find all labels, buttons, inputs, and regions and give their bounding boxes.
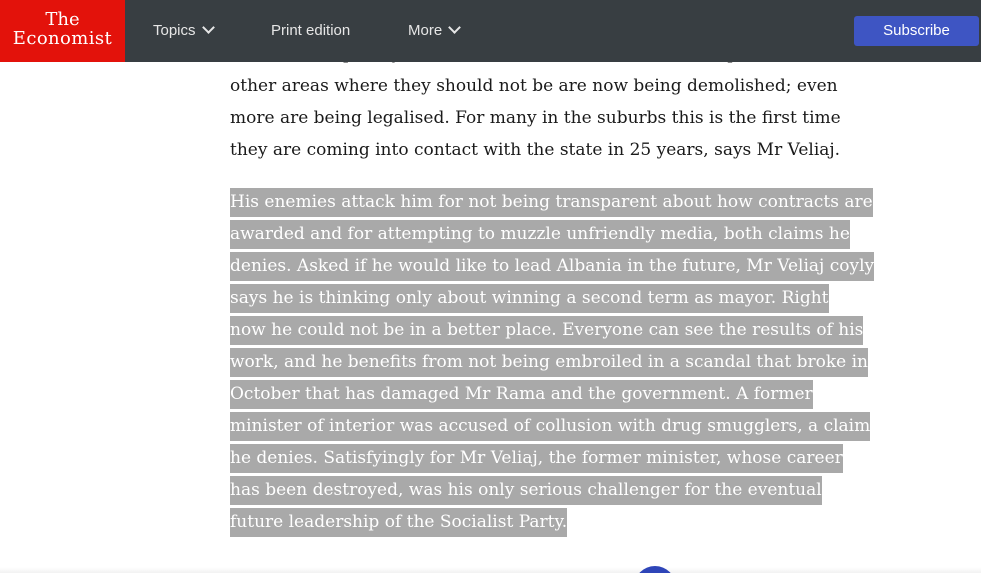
selected-line[interactable]: now he could not be in a better place. Everyone can see the results of his [230,316,863,345]
selected-line[interactable]: has been destroyed, was his only serious challenger for the eventual [230,476,822,505]
selected-line[interactable]: His enemies attack him for not being transparent about how contracts are [230,188,873,217]
selected-line[interactable]: he denies. Satisfyingly for Mr Veliaj, the former minister, whose career [230,444,843,473]
selected-line[interactable]: future leadership of the Socialist Party. [230,508,567,537]
top-navigation-bar [0,0,981,62]
paragraph-line: more are being legalised. For many in the suburbs this is the first time [230,108,841,128]
nav-print-edition-label: Print edition [271,22,351,39]
logo-text-economist: Economist [12,28,113,49]
nav-print-edition[interactable] [271,20,350,42]
nav-more-label: More [408,22,443,39]
selected-line[interactable]: work, and he benefits from not being embroiled in a scandal that broke in [230,348,868,377]
selected-line[interactable]: says he is thinking only about winning a second term as mayor. Right [230,284,829,313]
selected-line[interactable]: minister of interior was accused of collusion with drug smugglers, a claim [230,412,870,441]
selected-line[interactable]: denies. Asked if he would like to lead Albania in the future, Mr Veliaj coyly [230,252,874,281]
bottom-scroll-fade [0,567,981,573]
economist-logo[interactable] [0,0,125,62]
nav-topics[interactable] [153,20,213,42]
chevron-down-icon [202,21,215,34]
selected-paragraph[interactable] [230,186,875,538]
chevron-down-icon [448,21,461,34]
selected-line[interactable]: October that has damaged Mr Rama and the government. A former [230,380,813,409]
article-body [230,38,875,538]
nav-more[interactable] [408,20,459,42]
paragraph-line: other areas where they should not be are now being demolished; even [230,76,838,96]
logo-text-the: The [45,9,80,30]
paragraph-line: they are coming into contact with the state in 25 years, says Mr Veliaj. [230,140,841,160]
subscribe-button[interactable]: Subscribe [854,16,979,46]
selected-line[interactable]: awarded and for attempting to muzzle unfriendly media, both claims he [230,220,850,249]
nav-topics-label: Topics [153,22,196,39]
